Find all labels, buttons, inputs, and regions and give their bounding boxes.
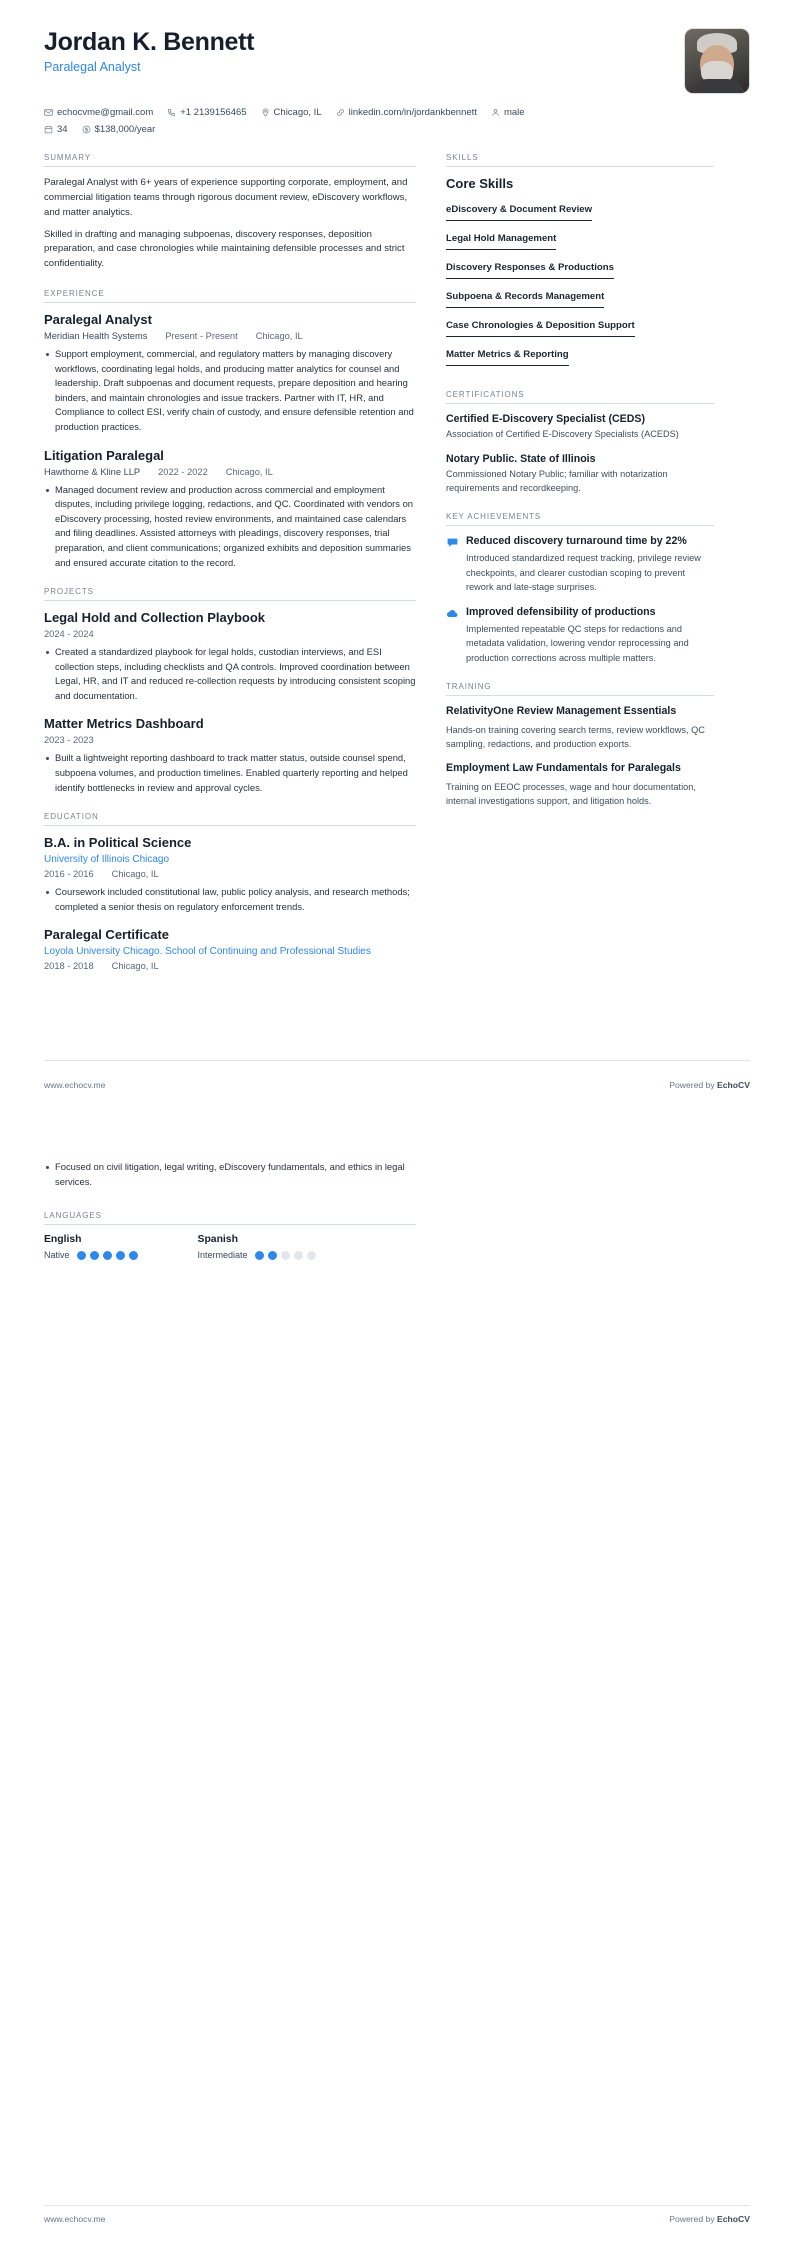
rating-dot (268, 1251, 277, 1260)
section-projects (44, 587, 416, 795)
certification-issuer: Association of Certified E-Discovery Specialists (ACEDS) (446, 429, 679, 439)
education-bullets-continued (44, 1160, 416, 1189)
candidate-name: Jordan K. Bennett (44, 28, 255, 56)
experience-meta (44, 467, 416, 477)
list-item: Built a lightweight reporting dashboard to track matter status, outside counsel spend, subpoena volumes, and production timelines. Enabled quarterly reporting and helped identify bottlenecks in review and approval cycles. (44, 751, 416, 795)
project-entry (44, 610, 416, 703)
project-date: 2023 - 2023 (44, 735, 94, 746)
section-title-certifications: CERTIFICATIONS (446, 390, 714, 404)
achievement-body: Introduced standardized request tracking, privilege review checkpoints, and clearer custodian scoping to prevent rework and late-stage surprises. (466, 553, 701, 592)
salary-icon (82, 125, 91, 134)
contact-line-1 (44, 107, 750, 118)
project-date: 2024 - 2024 (44, 629, 94, 640)
experience-role: Litigation Paralegal (44, 447, 164, 463)
contact-salary (82, 124, 156, 135)
list-item: Support employment, commercial, and regulatory matters by managing discovery workflows, coordinating legal holds, and producing matter analytics for counsel and leadership. Draft subpoenas and document requests, prepare deposition and hearing binders, and maintain chronologies and issue trackers. Partner with IT, HR, and Compliance to collect ESI, verify chain of custody, and ensure defensible retention and production practices. (44, 347, 416, 434)
education-date: 2018 - 2018 (44, 961, 94, 972)
location-icon (261, 108, 270, 117)
contact-email[interactable] (44, 107, 153, 118)
education-bullets (44, 885, 416, 914)
skill-item: Matter Metrics & Reporting (446, 349, 569, 366)
language-name: Spanish (197, 1234, 238, 1246)
resume-columns (44, 153, 750, 988)
education-meta (44, 961, 416, 971)
experience-bullets (44, 483, 416, 570)
section-skills (446, 153, 714, 373)
rating-dot (103, 1251, 112, 1260)
list-item: Created a standardized playbook for legal holds, custodian interviews, and ESI collection steps, including checklists and QA controls. Improved coordination between Legal, HR, and IT and reduced re-collection requests by introducing consistent scoping and documentation. (44, 645, 416, 703)
language-item (44, 1234, 138, 1260)
project-meta (44, 735, 416, 745)
contact-details (44, 107, 750, 135)
experience-company: Meridian Health Systems (44, 331, 148, 342)
section-experience (44, 289, 416, 570)
footer-website[interactable]: www.echocv.me (44, 2214, 106, 2224)
cloud-icon (446, 607, 459, 665)
section-certifications (446, 390, 714, 495)
section-title-education: EDUCATION (44, 812, 416, 826)
page-footer (44, 1060, 750, 1100)
training-body: Training on EEOC processes, wage and hour documentation, internal investigations support, and litigation holds. (446, 781, 696, 807)
list-item: Managed document review and production across commercial and employment disputes, including privilege logging, redactions, and QC. Coordinated with vendors on eDiscovery processing, hosted review environments, and maintained case calendars and filing deadlines. Assisted attorneys with pleadings, discovery responses, trial preparation, and client communications; organized exhibits and deposition summaries and ensured accurate citation to the record. (44, 483, 416, 570)
language-name: English (44, 1234, 82, 1246)
rating-dot (281, 1251, 290, 1260)
skill-item: Subpoena & Records Management (446, 291, 604, 308)
rating-dot (255, 1251, 264, 1260)
rating-dot (90, 1251, 99, 1260)
language-level: Intermediate (197, 1250, 248, 1261)
experience-role: Paralegal Analyst (44, 312, 152, 328)
section-title-skills: SKILLS (446, 153, 714, 167)
language-dots (255, 1251, 316, 1260)
education-entry (44, 927, 416, 971)
contact-gender (491, 107, 525, 118)
skill-item: Case Chronologies & Deposition Support (446, 320, 635, 337)
education-date: 2016 - 2016 (44, 869, 94, 880)
project-bullets (44, 751, 416, 795)
experience-company: Hawthorne & Kline LLP (44, 466, 141, 477)
certification-item (446, 453, 714, 496)
section-title-projects: PROJECTS (44, 587, 416, 601)
footer-brand: EchoCV (717, 1079, 750, 1090)
achievement-title: Reduced discovery turnaround time by 22% (466, 535, 687, 548)
section-summary (44, 153, 416, 272)
skill-item: Discovery Responses & Productions (446, 262, 614, 279)
language-dots (77, 1251, 138, 1260)
link-icon (336, 108, 345, 117)
contact-email-text: echocvme@gmail.com (57, 107, 154, 118)
section-training (446, 682, 714, 809)
avatar (684, 28, 750, 94)
contact-age-text: 34 (57, 124, 68, 135)
section-achievements (446, 512, 714, 665)
education-location: Chicago, IL (111, 869, 159, 880)
experience-meta (44, 331, 416, 341)
candidate-role: Paralegal Analyst (44, 60, 141, 74)
training-name: RelativityOne Review Management Essentials (446, 704, 677, 717)
experience-date: 2022 - 2022 (158, 466, 208, 477)
education-school[interactable]: University of Illinois Chicago (44, 854, 170, 866)
training-body: Hands-on training covering search terms, review workflows, QC sampling, redactions, and production exports. (446, 724, 705, 749)
language-item (198, 1234, 316, 1260)
section-title-summary: SUMMARY (44, 153, 416, 167)
rating-dot (116, 1251, 125, 1260)
language-rating (44, 1250, 138, 1260)
education-entry (44, 835, 416, 914)
list-item: Coursework included constitutional law, public policy analysis, and research methods; completed a senior thesis on regulatory enforcement trends. (44, 885, 416, 914)
contact-linkedin[interactable] (336, 107, 477, 118)
resume-header (44, 28, 750, 94)
experience-entry (44, 448, 416, 570)
speech-bubble-icon (446, 536, 459, 594)
skills-group-title: Core Skills (446, 176, 514, 191)
project-meta (44, 629, 416, 639)
contact-gender-text: male (503, 107, 525, 118)
mail-icon (44, 108, 53, 117)
project-bullets (44, 645, 416, 703)
section-languages (44, 1211, 416, 1260)
section-title-achievements: KEY ACHIEVEMENTS (446, 512, 714, 526)
experience-date: Present - Present (165, 331, 238, 342)
contact-location-text: Chicago, IL (273, 107, 322, 118)
contact-phone[interactable] (167, 107, 246, 118)
achievement-title: Improved defensibility of productions (466, 606, 656, 619)
section-education (44, 812, 416, 971)
project-entry (44, 716, 416, 795)
certification-name: Certified E-Discovery Specialist (CEDS) (446, 413, 645, 425)
education-degree: Paralegal Certificate (44, 927, 170, 943)
person-icon (491, 108, 500, 117)
experience-location: Chicago, IL (255, 331, 303, 342)
contact-phone-text: +1 2139156465 (180, 107, 247, 118)
section-title-languages: LANGUAGES (44, 1211, 416, 1225)
footer-powered-by (669, 1080, 750, 1090)
project-name: Matter Metrics Dashboard (44, 716, 204, 732)
contact-location (261, 107, 322, 118)
training-item (446, 762, 714, 808)
contact-linkedin-text: linkedin.com/in/jordankbennett (348, 107, 477, 118)
section-title-training: TRAINING (446, 682, 714, 696)
contact-line-2 (44, 124, 750, 135)
summary-paragraph: Skilled in drafting and managing subpoenas, discovery responses, deposition preparation, and case chronologies while maintaining defensible processes and strict confidentiality. (44, 228, 405, 270)
experience-entry (44, 312, 416, 434)
section-title-experience: EXPERIENCE (44, 289, 416, 303)
language-rating (198, 1250, 316, 1260)
rating-dot (294, 1251, 303, 1260)
skill-item: Legal Hold Management (446, 233, 556, 250)
phone-icon (167, 108, 176, 117)
summary-paragraph: Paralegal Analyst with 6+ years of experience supporting corporate, employment, and commercial litigation teams through rigorous document review, eDiscovery workflows, and matter analytics. (44, 177, 408, 218)
list-item: Focused on civil litigation, legal writing, eDiscovery fundamentals, and ethics in legal services. (44, 1160, 416, 1189)
languages-list (44, 1234, 416, 1260)
footer-powered-prefix: Powered by (669, 2214, 718, 2224)
certification-issuer: Commissioned Notary Public; familiar with notarization requirements and recordkeeping. (446, 468, 668, 493)
achievement-item (446, 606, 714, 665)
contact-age (44, 124, 68, 135)
footer-website[interactable]: www.echocv.me (44, 1079, 106, 1090)
education-meta (44, 869, 416, 879)
rating-dot (129, 1251, 138, 1260)
footer-brand: EchoCV (717, 2214, 750, 2224)
rating-dot (307, 1251, 316, 1260)
skill-item: eDiscovery & Document Review (446, 204, 592, 221)
footer-powered-prefix: Powered by (669, 1079, 718, 1090)
education-location: Chicago, IL (111, 961, 159, 972)
main-column (44, 153, 416, 988)
training-item (446, 705, 714, 751)
contact-salary-text: $138,000/year (94, 124, 156, 135)
calendar-icon (44, 125, 53, 134)
footer-powered-by (669, 2214, 750, 2224)
training-name: Employment Law Fundamentals for Paralegals (446, 762, 681, 775)
language-level: Native (44, 1250, 70, 1261)
resume-sheet-page-1 (0, 0, 794, 1122)
education-school[interactable]: Loyola University Chicago. School of Continuing and Professional Studies (44, 946, 371, 958)
rating-dot (77, 1251, 86, 1260)
page-footer (44, 2205, 750, 2224)
project-name: Legal Hold and Collection Playbook (44, 610, 266, 626)
achievement-body: Implemented repeatable QC steps for redactions and metadata validation, lowering vendor reprocessing and production corrections across multiple matters. (466, 624, 689, 663)
resume-sheet-page-2 (0, 1124, 794, 2246)
side-column (446, 153, 714, 988)
certification-name: Notary Public. State of Illinois (446, 452, 596, 465)
achievement-item (446, 535, 714, 594)
experience-location: Chicago, IL (225, 466, 273, 477)
certification-item (446, 413, 714, 442)
education-degree: B.A. in Political Science (44, 835, 192, 851)
experience-bullets (44, 347, 416, 434)
